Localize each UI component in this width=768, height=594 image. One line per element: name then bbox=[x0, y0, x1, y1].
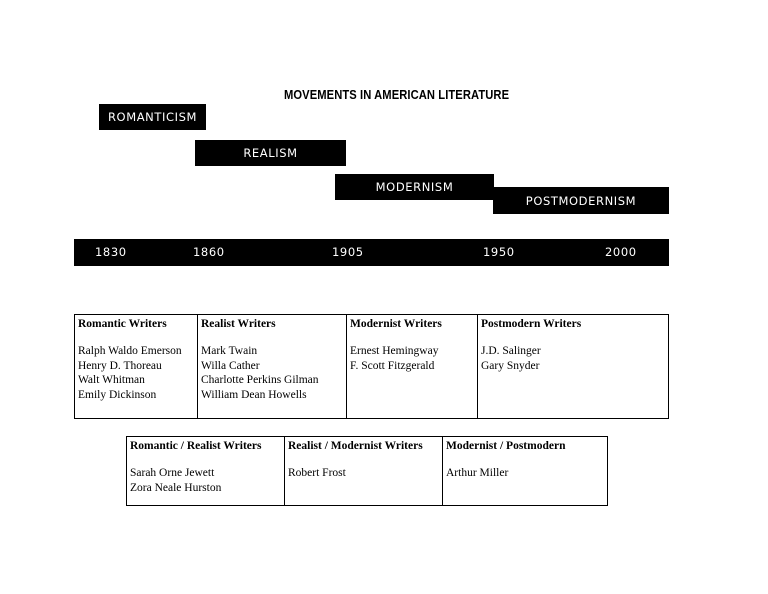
column-header: Postmodern Writers bbox=[481, 318, 582, 330]
writer-name: Willa Cather bbox=[201, 359, 260, 372]
writer-name: Mark Twain bbox=[201, 345, 258, 357]
year-label: 2000 bbox=[605, 245, 637, 259]
writer-name: Ralph Waldo Emerson bbox=[78, 345, 182, 357]
year-label: 1905 bbox=[332, 245, 364, 259]
transitional-writers-table bbox=[126, 436, 608, 506]
writer-name: Gary Snyder bbox=[481, 359, 540, 372]
writer-name: J.D. Salinger bbox=[481, 345, 541, 357]
column-header: Romantic / Realist Writers bbox=[130, 440, 262, 452]
writers-table bbox=[74, 314, 669, 419]
writer-name: Arthur Miller bbox=[446, 467, 509, 479]
writer-name: Sarah Orne Jewett bbox=[130, 467, 215, 479]
realism-band: REALISM bbox=[195, 140, 346, 166]
writer-name: William Dean Howells bbox=[201, 388, 307, 401]
modernist-writers-cell bbox=[347, 315, 478, 419]
postmodernism-band: POSTMODERNISM bbox=[493, 187, 669, 214]
romantic-realist-cell bbox=[127, 437, 285, 506]
realist-modernist-cell bbox=[285, 437, 443, 506]
year-label: 1830 bbox=[95, 245, 127, 259]
year-label: 1950 bbox=[483, 245, 515, 259]
romanticism-band: ROMANTICISM bbox=[99, 104, 206, 130]
writer-name: Ernest Hemingway bbox=[350, 345, 439, 357]
writer-name: Walt Whitman bbox=[78, 374, 145, 387]
modernism-band: MODERNISM bbox=[335, 174, 494, 200]
column-header: Modernist / Postmodern bbox=[446, 440, 566, 452]
realist-writers-cell bbox=[198, 315, 347, 419]
column-header: Realist Writers bbox=[201, 318, 276, 330]
writer-name: Charlotte Perkins Gilman bbox=[201, 374, 319, 387]
postmodern-writers-cell bbox=[478, 315, 669, 419]
timeline-axis bbox=[74, 239, 669, 266]
column-header: Realist / Modernist Writers bbox=[288, 440, 423, 452]
writer-name: Emily Dickinson bbox=[78, 388, 157, 401]
page-title: MOVEMENTS IN AMERICAN LITERATURE bbox=[284, 87, 510, 102]
column-header: Romantic Writers bbox=[78, 318, 167, 330]
writer-name: Zora Neale Hurston bbox=[130, 481, 222, 494]
writer-name: F. Scott Fitzgerald bbox=[350, 359, 435, 372]
year-label: 1860 bbox=[193, 245, 225, 259]
romantic-writers-cell bbox=[75, 315, 198, 419]
writer-name: Henry D. Thoreau bbox=[78, 359, 162, 372]
modernist-postmodern-cell bbox=[443, 437, 608, 506]
column-header: Modernist Writers bbox=[350, 318, 442, 330]
writer-name: Robert Frost bbox=[288, 467, 346, 479]
